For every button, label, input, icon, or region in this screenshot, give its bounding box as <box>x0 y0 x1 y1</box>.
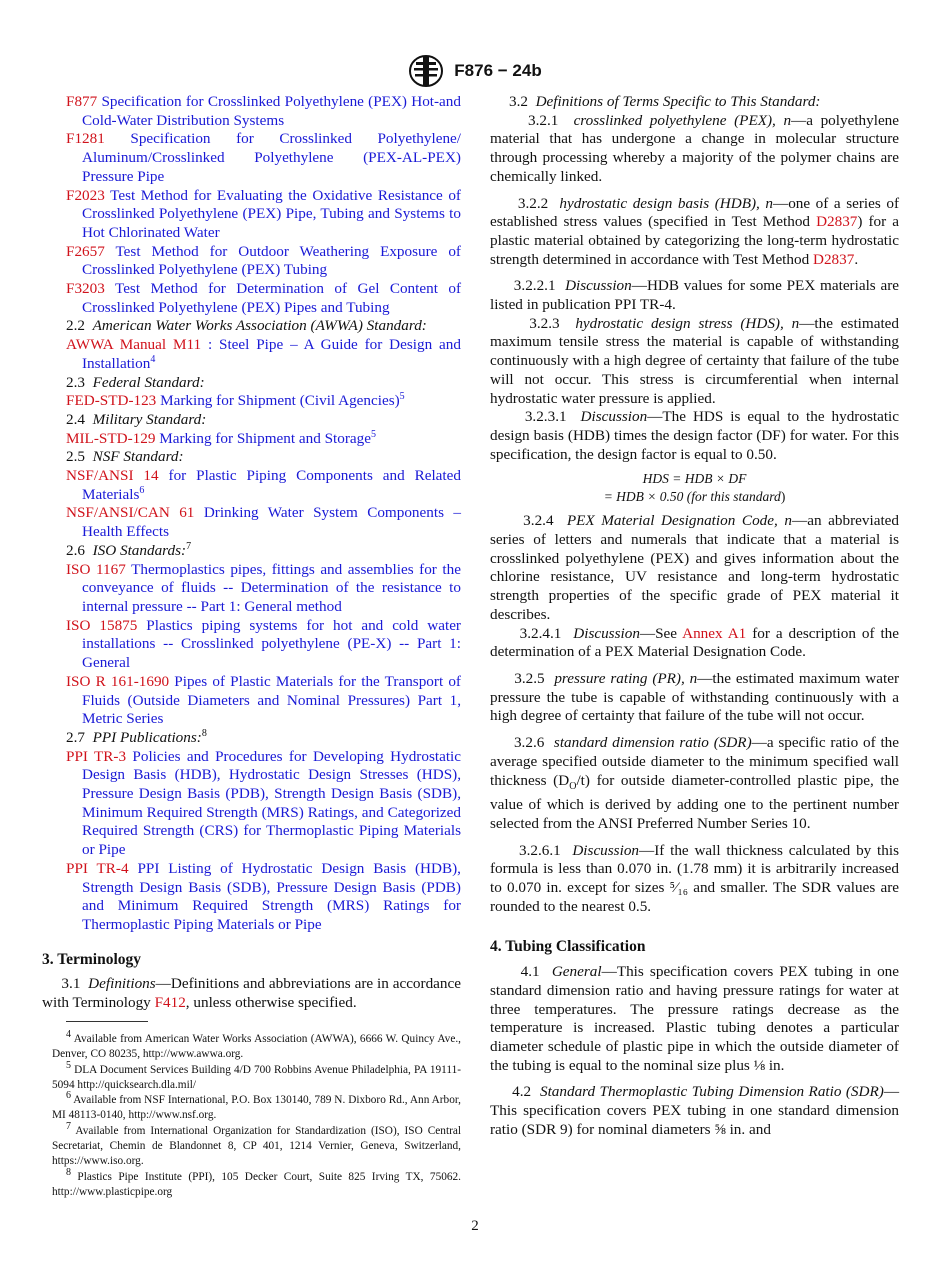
reference-entry: PPI TR-3 Policies and Procedures for Developing Hydrostatic Design Basis (HDB), Hydrostatic Design Stresses (HDS), Pressure Design Basis (PDB), Strength Design Basis (SDB), Minimum Required Strength (MRS) Ratings, and Categorized Required Strength (CRS) for Thermoplastic Piping Materials or Pipe <box>66 747 461 859</box>
reference-code-link[interactable]: PPI TR-4 <box>66 859 129 877</box>
discussion-3-2-4-1: 3.2.4.1 Discussion—See Annex A1 for a description of the determination of a PEX Material Designation Code. <box>490 624 900 661</box>
reference-code-link[interactable]: ISO 1167 <box>66 560 126 578</box>
page-header <box>0 54 950 88</box>
reference-link-d2837[interactable]: D2837 <box>812 250 855 268</box>
reference-entry: NSF/ANSI 14 for Plastic Piping Components and Related Materials$^6$ <box>66 467 461 503</box>
definition-3-2-4: 3.2.4 PEX Material Designation Code, n—an abbreviated series of letters and numerals that indicate that a material is crosslinked polyethylene (PEX) and gives information about the chlorine resistance, UV resistance and long-term hydrostatic strength properties of the specific grade of PEX material it describes. <box>490 512 900 623</box>
footnotes <box>52 1029 461 1200</box>
section-heading-terminology: 3. Terminology <box>42 950 142 968</box>
page-number: 2 <box>471 1218 479 1234</box>
discussion-3-2-6-1: 3.2.6.1 Discussion—If the wall thickness calculated by this formula is less than 0.070 in. (1.78 mm) it is arbitrarily increased to 0.070 in. except for sizes ⁵⁄₁₆ and smaller. The SDR values are rounded to the nearest 0.5. <box>490 841 899 915</box>
reference-code-link[interactable]: F877 <box>66 93 98 110</box>
reference-entry: AWWA Manual M11 : Steel Pipe – A Guide for Design and Installation$^4$ <box>66 336 461 372</box>
reference-code-link[interactable]: NSF/ANSI/CAN 61 <box>66 504 195 522</box>
reference-entry: MIL-STD-129 Marking for Shipment and Storage$^5$ <box>66 428 376 447</box>
reference-code-link[interactable]: F2657 <box>66 242 105 260</box>
reference-link-d2837[interactable]: D2837 <box>816 213 858 231</box>
footnote: $^7$ Available from International Organization for Standardization (ISO), ISO Central Secretariat, Chemin de Blandonnet 8, CP 401, 1214 Vernier, Geneva, Switzerland, https://www.iso.org. <box>52 1121 461 1168</box>
reference-code-link[interactable]: PPI TR-3 <box>66 747 127 765</box>
reference-code-link[interactable]: NSF/ANSI 14 <box>66 467 159 485</box>
reference-entry: F3203 Test Method for Determination of Gel Content of Crosslinked Polyethylene (PEX) Pipes and Tubing <box>66 280 461 316</box>
reference-code-link[interactable]: ISO R 161-1690 <box>66 672 170 690</box>
reference-entry: ISO R 161-1690 Pipes of Plastic Materials for the Transport of Fluids (Outside Diameters and Nominal Pressures) Part 1, Metric Series <box>66 672 461 728</box>
astm-logo-icon <box>408 54 444 88</box>
document-designation: F876 − 24b <box>454 61 542 80</box>
section-2-5: 2.5 NSF Standard: <box>66 448 184 466</box>
footnote-divider <box>66 1021 148 1022</box>
section-3-1: 3.1 Definitions—Definitions and abbreviations are in accordance with Terminology F412, unless otherwise specified. <box>42 975 461 1012</box>
reference-code-link[interactable]: FED-STD-123 <box>66 392 157 410</box>
section-3-2: 3.2 Definitions of Terms Specific to This Standard: <box>508 93 821 110</box>
equation-line: = HDB × 0.50 (for this standard) <box>603 489 786 505</box>
section-2-7: 2.7 PPI Publications:$^8$ <box>66 727 207 746</box>
definition-3-2-3: 3.2.3 hydrostatic design stress (HDS), n—the estimated maximum tensile stress the material is capable of withstanding continuously with a high degree of certainty that failure of the tube will not occur. This stress is circumferential when internal hydrostatic water pressure is applied. <box>490 314 900 407</box>
reference-link-f412[interactable]: F412 <box>154 994 186 1012</box>
reference-entry: F877 Specification for Crosslinked Polyethylene (PEX) Hot-and Cold-Water Distribution Systems <box>66 93 461 129</box>
definition-3-2-6: 3.2.6 standard dimension ratio (SDR)—a specific ratio of the average specified outside diameter to the minimum specified wall thickness $(D_O/t)$ for outside diameter-controlled plastic pipe, the value of which is derived by adding one to the pertinent number selected from the ANSI Preferred Number Series 10. <box>490 734 900 832</box>
equation-line: HDS = HDB × DF <box>642 471 747 487</box>
section-2-3: 2.3 Federal Standard: <box>66 373 205 391</box>
reference-code-link[interactable]: ISO 15875 <box>66 616 138 634</box>
definition-3-2-1: 3.2.1 crosslinked polyethylene (PEX), n—a polyethylene material that has undergone a change in molecular structure through processing whereby a majority of the polymer chains are chemically linked. <box>490 111 900 185</box>
reference-entry: F2023 Test Method for Evaluating the Oxidative Resistance of Crosslinked Polyethylene (PEX) Pipe, Tubing and Systems to Hot Chlorinated Water <box>66 186 461 241</box>
definition-3-2-5: 3.2.5 pressure rating (PR), n—the estimated maximum water pressure the tube is capable of withstanding continuously with a high degree of certainty that failure of the tube will not occur. <box>490 669 900 725</box>
annex-a1-link[interactable]: Annex A1 <box>682 624 747 642</box>
reference-code-link[interactable]: MIL-STD-129 <box>66 429 156 447</box>
reference-entry: PPI TR-4 PPI Listing of Hydrostatic Design Basis (HDB), Strength Design Basis (SDB), Pressure Design Basis (PDB) and Minimum Required Strength (MRS) Ratings for Thermoplastic Piping Materials or Pipe <box>66 859 461 933</box>
reference-code-link[interactable]: AWWA Manual M11 <box>66 336 202 354</box>
footnote: $^8$ Plastics Pipe Institute (PPI), 105 Decker Court, Suite 825 Irving TX, 75062. http://www.plasticpipe.org <box>52 1166 461 1198</box>
discussion-3-2-3-1: 3.2.3.1 Discussion—The HDS is equal to the hydrostatic design basis (HDB) times the design factor (DF) for water. For this specification, the design factor is equal to 0.50. <box>490 408 900 463</box>
right-column <box>490 93 899 1139</box>
footnote: $^4$ Available from American Water Works Association (AWWA), 6666 W. Quincy Ave., Denver, CO 80235, http://www.awwa.org. <box>52 1029 461 1061</box>
reference-entry: ISO 1167 Thermoplastics pipes, fittings and assemblies for the conveyance of fluids -- Determination of the resistance to internal pressure -- Part 1: General method <box>66 560 461 615</box>
discussion-3-2-2-1: 3.2.2.1 Discussion—HDB values for some PEX materials are listed in publication PPI TR-4. <box>490 277 900 314</box>
footnote: $^6$ Available from NSF International, P.O. Box 130140, 789 N. Dixboro Rd., Ann Arbor, MI 48113-0140, http://www.nsf.org. <box>52 1090 461 1122</box>
equation <box>490 470 899 506</box>
section-2-4: 2.4 Military Standard: <box>66 410 207 428</box>
reference-code-link[interactable]: F2023 <box>66 186 105 204</box>
section-2-2: 2.2 American Water Works Association (AWWA) Standard: <box>66 317 427 335</box>
reference-entry: ISO 15875 Plastics piping systems for hot and cold water installations -- Crosslinked polyethylene (PE-X) -- Part 1: General <box>66 616 461 672</box>
reference-entry: F1281 Specification for Crosslinked Polyethylene/ Aluminum/Crosslinked Polyethylene (PEX-AL-PEX) Pressure Pipe <box>66 130 461 185</box>
section-2-6: 2.6 ISO Standards:$^7$ <box>66 540 192 559</box>
left-column <box>42 93 461 1013</box>
section-4-1: 4.1 General—This specification covers PEX tubing in one standard dimension ratio and having pressure ratings for water at three temperatures. The pressure ratings decrease as the temperature is increased. Plastic tubing denotes a particular diameter schedule of plastic pipe in which the outside diameter of the tubing is equal to the nominal size plus ⅛ in. <box>490 963 900 1074</box>
reference-entry: FED-STD-123 Marking for Shipment (Civil Agencies)$^5$ <box>66 391 405 410</box>
section-heading-tubing-classification: 4. Tubing Classification <box>490 938 646 956</box>
reference-code-link[interactable]: F1281 <box>66 130 105 148</box>
reference-entry: NSF/ANSI/CAN 61 Drinking Water System Components – Health Effects <box>66 504 461 541</box>
reference-code-link[interactable]: F3203 <box>66 280 105 298</box>
definition-3-2-2: 3.2.2 hydrostatic design basis (HDB), n—one of a series of established stress values (specified in Test Method D2837) for a plastic material obtained by categorizing the long-term hydrostatic strength determined in accordance with Test Method D2837. <box>490 194 900 268</box>
reference-entry: F2657 Test Method for Outdoor Weathering Exposure of Crosslinked Polyethylene (PEX) Tubing <box>66 242 461 279</box>
footnote: $^5$ DLA Document Services Building 4/D 700 Robbins Avenue Philadelphia, PA 19111-5094 http://quicksearch.dla.mil/ <box>52 1059 461 1091</box>
section-4-2: 4.2 Standard Thermoplastic Tubing Dimension Ratio (SDR)—This specification covers PEX tubing in one standard dimension ratio (SDR 9) for nominal diameters ⅝ in. and <box>490 1083 900 1138</box>
